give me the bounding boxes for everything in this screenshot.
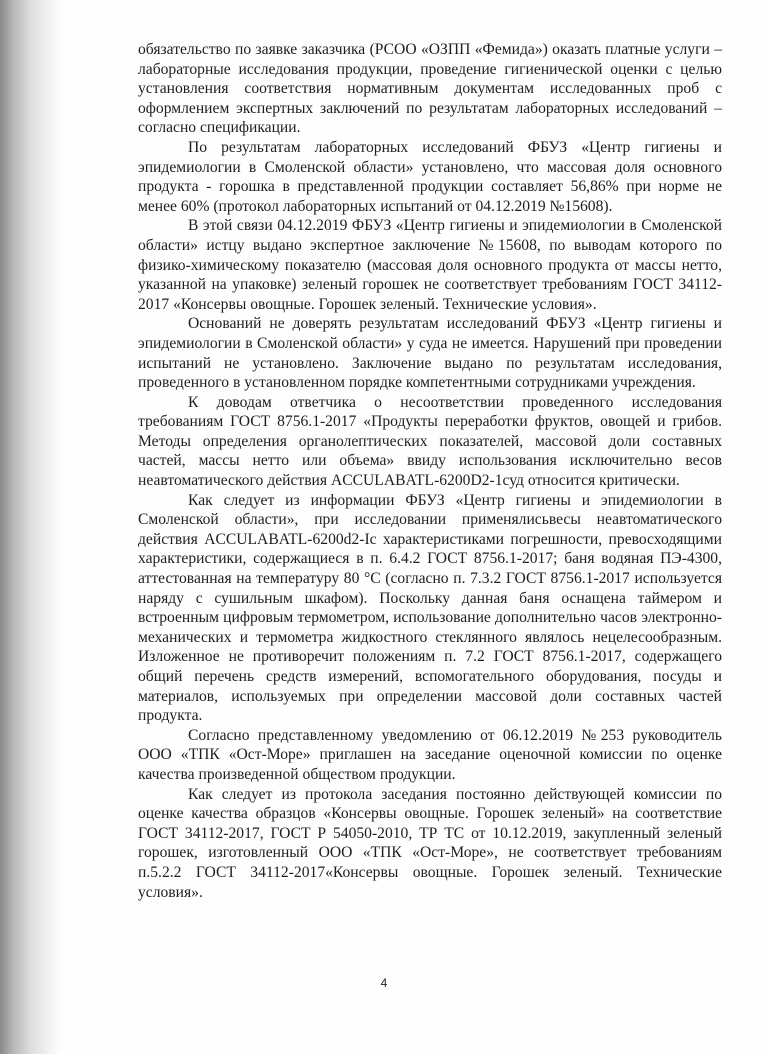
- scan-edge-shadow: [0, 0, 62, 1054]
- paragraph: Согласно представленному уведомлению от 06.12.2019 №253 руководитель ООО «ТПК «Ост-Море» приглашен на заседание оценочной комиссии по оценке качества произведенной обществом продукции.: [138, 726, 722, 783]
- paragraph: По результатам лабораторных исследований ФБУЗ «Центр гигиены и эпидемиологии в Смоленской области» установлено, что массовая доля основного продукта - горошка в представленной продукции составляет 56,86% при норме не менее 60% (протокол лабораторных испытаний от 04.12.2019 №15608).: [138, 138, 722, 215]
- page-number: 4: [380, 976, 388, 990]
- paragraph: В этой связи 04.12.2019 ФБУЗ «Центр гигиены и эпидемиологии в Смоленской области» истцу выдано экспертное заключение №15608, по выводам которого по физико-химическому показателю (массовая доля основного продукта от массы нетто, указанной на упаковке) зеленый горошек не соответствует требованиям ГОСТ 34112-2017 «Консервы овощные. Горошек зеленый. Технические условия».: [138, 217, 722, 313]
- paragraph: Как следует из информации ФБУЗ «Центр гигиены и эпидемиологии в Смоленской области», при исследовании применялисьвесы неавтоматического действия ACCULABATL-6200d2-Ic характеристиками погрешности, превосходящими характеристики, содержащиеся в п. 6.4.2 ГОСТ 8756.1-2017; баня водяная ПЭ-4300, аттестованная на температуру 80 °С (согласно п. 7.3.2 ГОСТ 8756.1-2017 используется наряду с сушильным шкафом). Поскольку данная баня оснащена таймером и встроенным цифровым термометром, использование дополнительно часов электронно-механических и термометра жидкостного стеклянного являлось нецелесообразным. Изложенное не противоречит положениям п. 7.2 ГОСТ 8756.1-2017, содержащего общий перечень средств измерений, вспомогательного оборудования, посуды и материалов, используемых при определении массовой доли составных частей продукта.: [138, 491, 722, 725]
- paragraph: Оснований не доверять результатам исследований ФБУЗ «Центр гигиены и эпидемиологии в Смоленской области» у суда не имеется. Нарушений при проведении испытаний не установлено. Заключение выдано по результатам исследования, проведенного в установленном порядке компетентными сотрудниками учреждения.: [138, 315, 722, 392]
- paragraph: обязательство по заявке заказчика (РСОО «ОЗПП «Фемида») оказать платные услуги – лабораторные исследования продукции, проведение гигиенической оценки с целью установления соответствия нормативным документам исследованных проб с оформлением экспертных заключений по результатам лабораторных исследований – согласно спецификации.: [138, 41, 722, 137]
- paragraph: К доводам ответчика о несоответствии проведенного исследования требованиям ГОСТ 8756.1-2017 «Продукты переработки фруктов, овощей и грибов. Методы определения органолептических показателей, массовой доли составных частей, массы нетто или объема» ввиду использования исключительно весов неавтоматического действия ACCULABATL-6200D2-1суд относится критически.: [138, 393, 722, 490]
- document-body: [138, 40, 722, 902]
- paragraph: Как следует из протокола заседания постоянно действующей комиссии по оценке качества образцов «Консервы овощные. Горошек зеленый» на соответствие ГОСТ 34112-2017, ГОСТ Р 54050-2010, ТР ТС от 10.12.2019, закупленный зеленый горошек, изготовленный ООО «ТПК «Ост-Море», не соответствует требованиям п.5.2.2 ГОСТ 34112-2017«Консервы овощные. Горошек зеленый. Технические условия».: [138, 785, 722, 901]
